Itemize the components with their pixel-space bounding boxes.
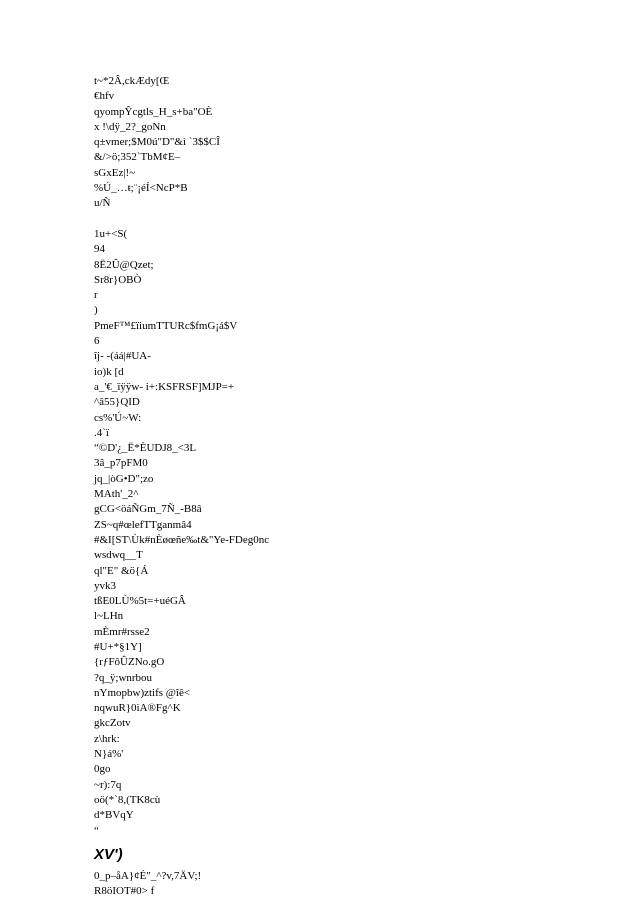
text-line: .4`ï: [94, 426, 109, 439]
text-line: €hfv: [94, 90, 115, 103]
text-line: %Ú_…ŧ;¨¡éÍ<NcP*B: [94, 182, 188, 195]
text-line: d*BVqY: [94, 809, 134, 822]
text-block-2: [94, 227, 594, 839]
text-line: yvk3: [94, 579, 116, 592]
text-line: cs%'Ú~W:: [94, 411, 142, 424]
text-line: oö(*`8,(TK8cù: [94, 793, 161, 806]
text-line: gCG<öáÑGm_7Ñ_-B8â: [94, 503, 202, 516]
text-line: 6: [94, 335, 100, 348]
text-line: “©D'¿_Ë*ÈUDJ8_<3L: [94, 442, 197, 455]
text-line: z\hrk:: [94, 732, 120, 745]
section-heading: XV'): [94, 845, 123, 863]
text-line: &/>ö;352`TbM¢E–: [94, 151, 181, 164]
text-line: io)k [d: [94, 365, 124, 378]
text-line: 0_p–åA}¢É"_^?v,7ÄV;!: [94, 869, 202, 882]
paragraph-gap: [94, 212, 594, 227]
text-line: nYmopbw)ztifs @îê<: [94, 686, 191, 699]
text-line: 3â_p7pFM0: [94, 457, 148, 470]
text-line: tßE0LÙ%5t=+uéGÂ: [94, 595, 186, 608]
text-line: sGxEz|!~: [94, 166, 136, 179]
text-line: 8Ë2Û@Qzet;: [94, 258, 154, 271]
text-line: Sr8r}OBÒ: [94, 273, 142, 286]
text-line: nqwuR}0iA®Fg^K: [94, 702, 181, 715]
document-body: [94, 74, 594, 899]
text-line: #U+*§1Y]: [94, 640, 142, 653]
text-line: {rƒFôÛZNo.gO: [94, 656, 165, 669]
text-line: #&I[ST\Ùk#nÈøœñe‰t&"Ye-FDeg0nc: [94, 533, 270, 546]
text-line: ZS~q#œlefTTganmâ4: [94, 518, 192, 531]
text-line: t~*2Â,ckÆdy[Œ: [94, 75, 170, 87]
text-line: R8öIOT#0> f: [94, 885, 155, 898]
text-line: “: [94, 824, 99, 837]
text-line: qyompŶcgtls_H_s+ba"OÈ: [94, 105, 213, 118]
text-line: gkcZotv: [94, 717, 131, 730]
text-line: u/Ñ: [94, 197, 111, 210]
text-line: îj- -(áá|#UA-: [94, 350, 151, 363]
text-line: MAth'_2^: [94, 488, 139, 501]
text-line: PmeF™£ïiumTTURc$fmG¡á$V: [94, 319, 238, 332]
text-block-1: [94, 74, 594, 212]
text-line: l~LHn: [94, 610, 124, 623]
text-line: a_'€_ïÿÿw- i+:KSFRSF]MJP=+: [94, 380, 235, 393]
text-line: ^â55}QID: [94, 396, 140, 409]
text-line: x !\dÿ_2?_goNn: [94, 120, 166, 133]
text-line: 0go: [94, 763, 111, 776]
text-line: mÈmr#rsse2: [94, 625, 150, 638]
text-line: ): [94, 304, 98, 317]
text-line: 1u+<S(: [94, 227, 128, 240]
text-line: q±vmer;$M0ú"D"&ì `3$$CÎ: [94, 136, 220, 149]
text-line: wsdwq__T: [94, 549, 143, 562]
text-line: jq_|òG•D";zo: [94, 472, 154, 485]
text-line: r: [94, 289, 98, 302]
text-line: ?q_ÿ;wnrbou: [94, 671, 153, 684]
text-line: 94: [94, 243, 105, 256]
text-line: N}á%': [94, 748, 124, 761]
text-line: ~r):7q: [94, 778, 122, 791]
text-line: ql"E" &ö{Á: [94, 564, 149, 577]
text-block-3: [94, 869, 594, 899]
